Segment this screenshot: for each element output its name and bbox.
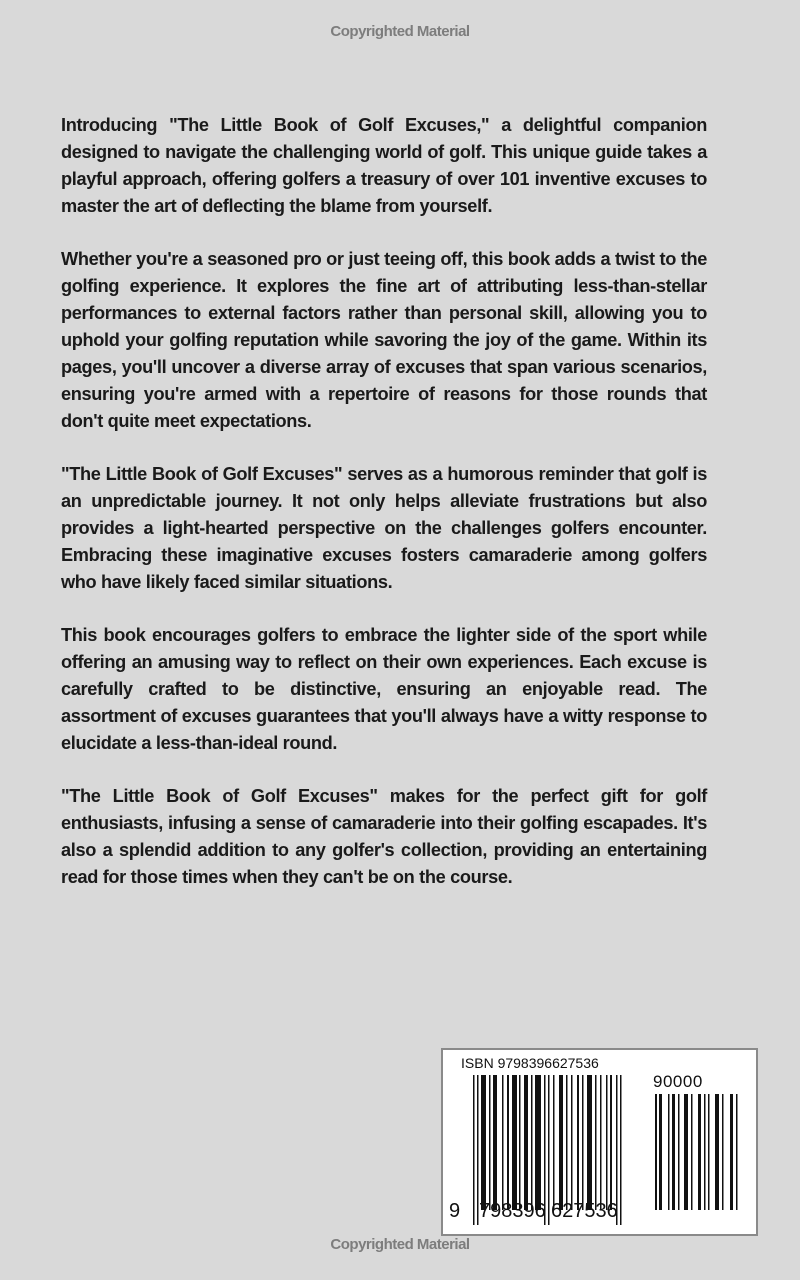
isbn-barcode [441,1048,758,1236]
description-paragraph: "The Little Book of Golf Excuses" makes for the perfect gift for golf enthusiasts, infusing a sense of camaraderie into their golfing escapades. It's also a splendid addition to any golfer's collection, providing an entertaining read for those times when they can't be on the course. [61,786,707,887]
description-paragraph: This book encourages golfers to embrace the lighter side of the sport while offering an amusing way to reflect on their own experiences. Each excuse is carefully crafted to be distinctive, ensuring an enjoyable read. The assortment of excuses guarantees that you'll always have a witty response to elucidate a less-than-ideal round. [61,625,707,753]
copyright-watermark-bottom: Copyrighted Material [330,1236,470,1253]
description-paragraph: "The Little Book of Golf Excuses" serves as a humorous reminder that golf is an unpredictable journey. It not only helps alleviate frustrations but also provides a light-hearted perspective on the challenges golfers encounter. Embracing these imaginative excuses fosters camaraderie among golfers who have likely faced similar situations. [61,464,707,592]
addon-barcode-bars [655,1094,745,1210]
description-paragraph: Introducing "The Little Book of Golf Excuses," a delightful companion designed to navigate the challenging world of golf. This unique guide takes a playful approach, offering golfers a treasury of over 101 inventive excuses to master the art of deflecting the blame from yourself. [61,115,707,216]
description-paragraph: Whether you're a seasoned pro or just teeing off, this book adds a twist to the golfing experience. It explores the fine art of attributing less-than-stellar performances to external factors rather than personal skill, allowing you to uphold your golfing reputation while savoring the joy of the game. Within its pages, you'll uncover a diverse array of excuses that span various scenarios, ensuring you're armed with a repertoire of reasons for those rounds that don't quite meet expectations. [61,249,707,431]
copyright-watermark-top: Copyrighted Material [330,23,470,40]
book-description [61,112,707,917]
ean-digits-right: 627536 [551,1200,618,1222]
price-addon-label: 90000 [653,1072,703,1091]
ean-digit-first: 9 [449,1200,461,1222]
isbn-label: ISBN 9798396627536 [461,1055,599,1071]
ean-digits-left: 798396 [479,1200,546,1222]
